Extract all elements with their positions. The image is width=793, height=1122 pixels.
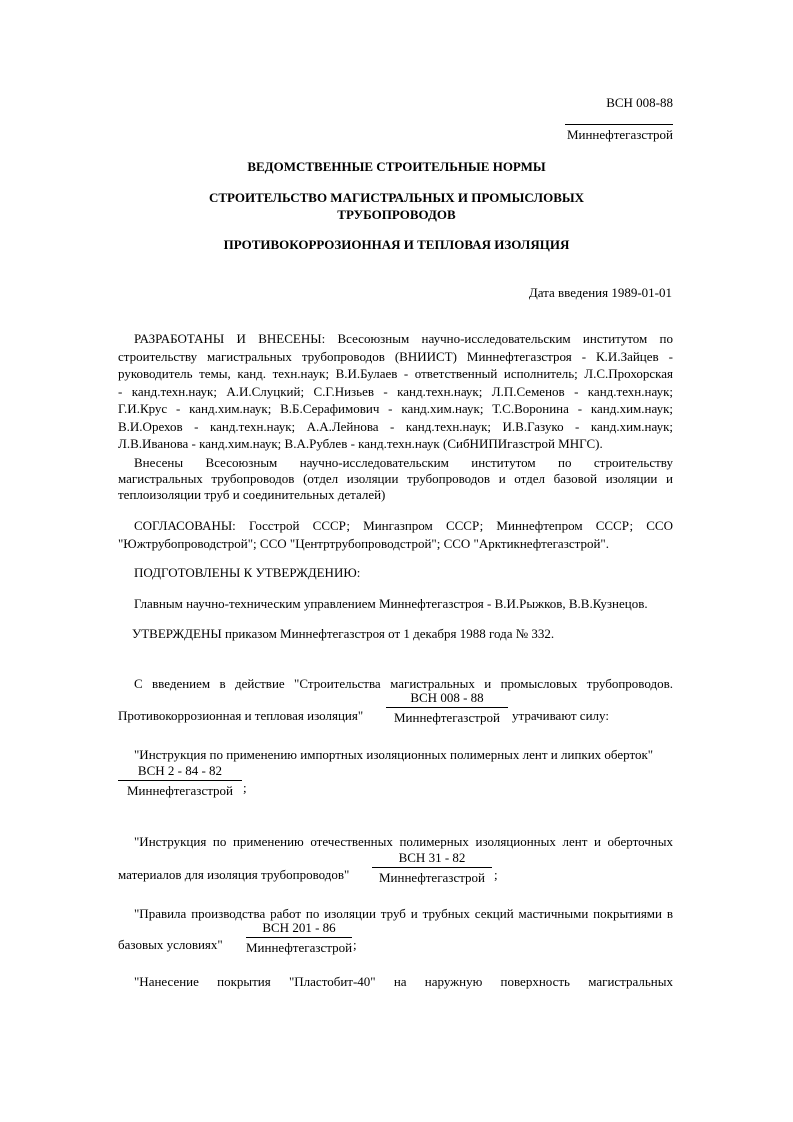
intro-fraction-denominator: Миннефтегазстрой <box>393 710 501 725</box>
item3-line-1-wrap <box>118 905 673 923</box>
item2-line-1-wrap <box>118 833 673 851</box>
item1-fraction-denominator: Миннефтегазстрой <box>126 783 234 798</box>
agreed-paragraph <box>118 517 673 552</box>
developed-line-1: РАЗРАБОТАНЫ И ВНЕСЕНЫ: Всесоюзным научно-исследовательским институтом по <box>134 331 673 346</box>
submitted-paragraph <box>118 455 673 503</box>
item1-fraction <box>118 763 242 800</box>
developed-line-4: - канд.техн.наук; А.И.Слуцкий; С.Г.Низьев - канд.техн.наук; Л.П.Семенов - канд.техн.наук; <box>118 383 673 399</box>
item4-line-1-wrap <box>118 973 673 991</box>
item3-fraction-denominator: Миннефтегазстрой <box>246 940 353 955</box>
prepared-heading: ПОДГОТОВЛЕНЫ К УТВЕРЖДЕНИЮ: <box>134 565 361 580</box>
effective-date: Дата введения 1989-01-01 <box>528 285 672 300</box>
submitted-line-2: магистральных трубопроводов (отдел изоляции трубопроводов и отдел базовой изоляции и <box>118 471 673 486</box>
item2-line-1: "Инструкция по применению отечественных полимерных изоляционных лент и оберточных <box>134 834 673 849</box>
intro-line-2-pre: Противокоррозионная и тепловая изоляция" <box>118 708 364 723</box>
developed-line-2: строительству магистральных трубопроводов (ВНИИСТ) Миннефтегазстроя - К.И.Зайцев - <box>118 348 673 364</box>
intro-line-2-post: утрачивают силу: <box>512 708 609 723</box>
title-construction <box>0 189 793 223</box>
item3-fraction-numerator: ВСН 201 - 86 <box>246 920 352 938</box>
developed-line-6: В.И.Орехов - канд.техн.наук; А.А.Лейнова - канд.техн.наук; И.В.Газуко - канд.хим.наук; <box>118 418 673 434</box>
submitted-line-1: Внесены Всесоюзным научно-исследовательским институтом по строительству <box>134 455 673 470</box>
intro-fraction <box>386 690 508 727</box>
item2-punct: ; <box>494 867 498 882</box>
developed-line-7: Л.В.Иванова - канд.хим.наук; В.А.Рублев - канд.техн.наук (СибНИПИгазстрой МНГС). <box>118 436 603 451</box>
prepared-by: Главным научно-техническим управлением Миннефтегазстроя - В.И.Рыжков, В.В.Кузнецов. <box>134 596 648 611</box>
item2-fraction-denominator: Миннефтегазстрой <box>378 870 486 885</box>
item2-line-2-pre: материалов для изоляция трубопроводов" <box>118 867 350 882</box>
document-code: ВСН 008-88 <box>606 95 673 110</box>
item1-punct: ; <box>243 780 247 795</box>
item2-fraction <box>372 850 492 887</box>
agreed-line-2: "Южтрубопроводстрой"; ССО "Центртрубопроводстрой"; ССО "Арктикнефтегазстрой". <box>118 535 609 551</box>
item1-fraction-numerator: ВСН 2 - 84 - 82 <box>118 763 242 781</box>
developed-paragraph <box>118 330 673 453</box>
agreed-line-1: СОГЛАСОВАНЫ: Госстрой СССР; Мингазпром СССР; Миннефтепром СССР; ССО <box>134 518 673 533</box>
title-insulation: ПРОТИВОКОРРОЗИОННАЯ И ТЕПЛОВАЯ ИЗОЛЯЦИЯ <box>223 237 570 252</box>
submitted-line-3: теплоизоляции труб и соединительных деталей) <box>118 487 386 502</box>
header-rule <box>565 124 673 125</box>
item3-punct: ; <box>353 937 357 952</box>
title-standards: ВЕДОМСТВЕННЫЕ СТРОИТЕЛЬНЫЕ НОРМЫ <box>247 159 546 174</box>
intro-line-1: С введением в действие "Строительства магистральных и промысловых трубопроводов. <box>134 676 673 691</box>
title-construction-line1: СТРОИТЕЛЬСТВО МАГИСТРАЛЬНЫХ И ПРОМЫСЛОВЫХ <box>208 190 585 205</box>
item3-line-1: "Правила производства работ по изоляции труб и трубных секций мастичными покрытиями в <box>134 906 673 921</box>
developed-line-3: руководитель темы, канд. техн.наук; В.И.Булаев - ответственный исполнитель; Л.С.Прохорская <box>118 366 673 381</box>
intro-fraction-numerator: ВСН 008 - 88 <box>386 690 508 708</box>
item2-fraction-numerator: ВСН 31 - 82 <box>372 850 492 868</box>
developed-line-5: Г.И.Крус - канд.хим.наук; В.Б.Серафимович - канд.хим.наук; Т.С.Воронина - канд.хим.наук; <box>118 401 673 416</box>
item3-fraction <box>246 920 352 957</box>
item3-line-2-pre: базовых условиях" <box>118 937 223 952</box>
issuing-agency: Миннефтегазстрой <box>566 127 673 142</box>
item1-title: "Инструкция по применению импортных изоляционных полимерных лент и липких оберток" <box>134 747 654 762</box>
approved-order: УТВЕРЖДЕНЫ приказом Миннефтегазстроя от 1 декабря 1988 года № 332. <box>132 626 555 641</box>
title-construction-line2: ТРУБОПРОВОДОВ <box>337 207 456 222</box>
item4-line-1: "Нанесение покрытия "Пластобит-40" на наружную поверхность магистральных <box>134 974 673 989</box>
